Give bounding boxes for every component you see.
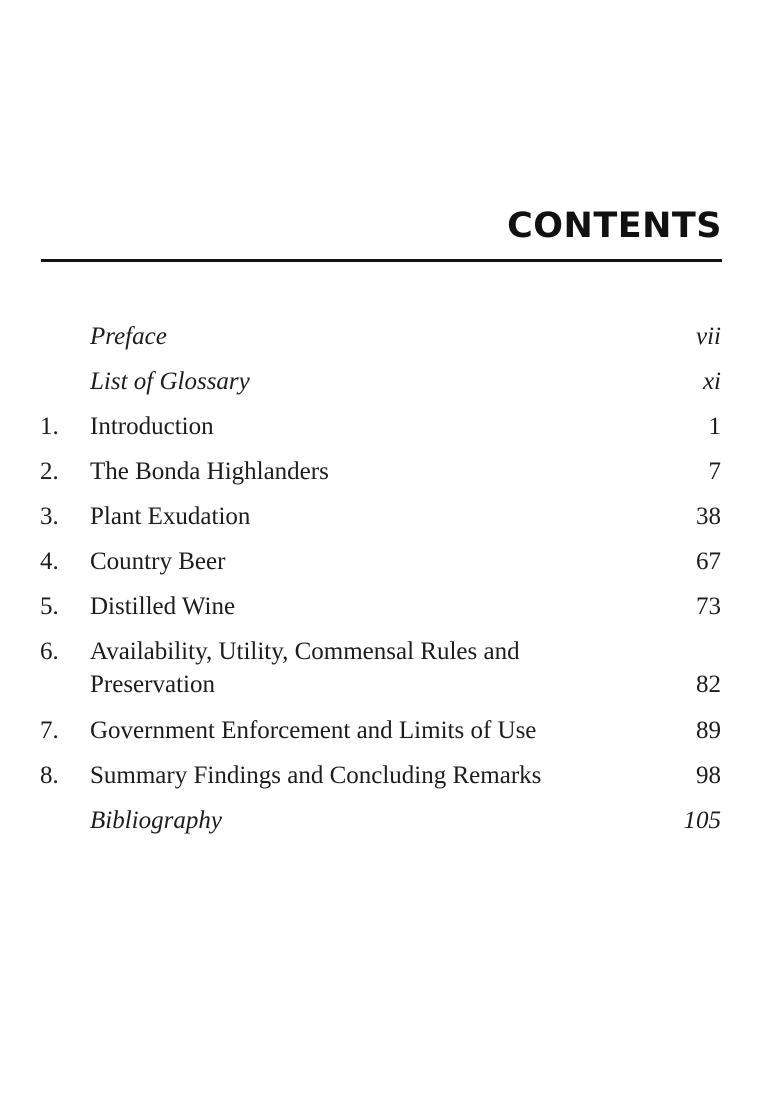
toc-entry-number: 5. [40,593,59,620]
toc-entry-title: Plant Exudation [90,503,251,530]
toc-entry-summary-findings[interactable] [0,759,780,804]
page-title: CONTENTS [507,206,722,246]
toc-entry-government-enforcement[interactable] [0,714,780,759]
toc-entry-page: 7 [708,458,721,485]
toc-entry-list-of-glossary[interactable] [0,365,780,410]
heading-rule [41,259,722,262]
toc-entry-page: 73 [696,593,721,620]
toc-entry-title-line-1: Availability, Utility, Commensal Rules and [90,638,520,665]
toc-entry-bonda-highlanders[interactable] [0,455,780,500]
toc-entry-number: 7. [40,717,59,744]
toc-entry-plant-exudation[interactable] [0,500,780,545]
toc-entry-title: List of Glossary [90,368,250,395]
toc-entry-page: 105 [683,807,721,834]
toc-entry-availability-utility[interactable] [0,635,780,714]
toc-entry-title: Government Enforcement and Limits of Use [90,717,537,744]
toc-entry-number: 8. [40,762,59,789]
toc-entry-country-beer[interactable] [0,545,780,590]
toc-entry-page: 82 [696,671,721,698]
toc-entry-title: Introduction [90,413,214,440]
toc-entry-title: Preface [90,323,167,350]
table-of-contents [0,320,780,849]
toc-entry-preface[interactable] [0,320,780,365]
toc-entry-title: Distilled Wine [90,593,236,620]
toc-entry-number: 4. [40,548,59,575]
toc-entry-page: 38 [696,503,721,530]
toc-entry-page: 67 [696,548,721,575]
toc-entry-page: vii [696,323,721,350]
toc-entry-title [90,635,630,701]
toc-entry-number: 3. [40,503,59,530]
toc-entry-title: Summary Findings and Concluding Remarks [90,762,542,789]
toc-entry-number: 6. [40,638,59,665]
toc-entry-introduction[interactable] [0,410,780,455]
toc-entry-bibliography[interactable] [0,804,780,849]
toc-entry-title: The Bonda Highlanders [90,458,329,485]
toc-entry-page: 98 [696,762,721,789]
toc-entry-title: Country Beer [90,548,226,575]
toc-entry-distilled-wine[interactable] [0,590,780,635]
toc-entry-page: 1 [708,413,721,440]
toc-entry-page: xi [702,368,721,395]
toc-entry-number: 2. [40,458,59,485]
toc-entry-page: 89 [696,717,721,744]
toc-entry-title: Bibliography [90,807,222,834]
toc-entry-number: 1. [40,413,59,440]
toc-entry-title-line-2: Preservation [90,671,215,698]
